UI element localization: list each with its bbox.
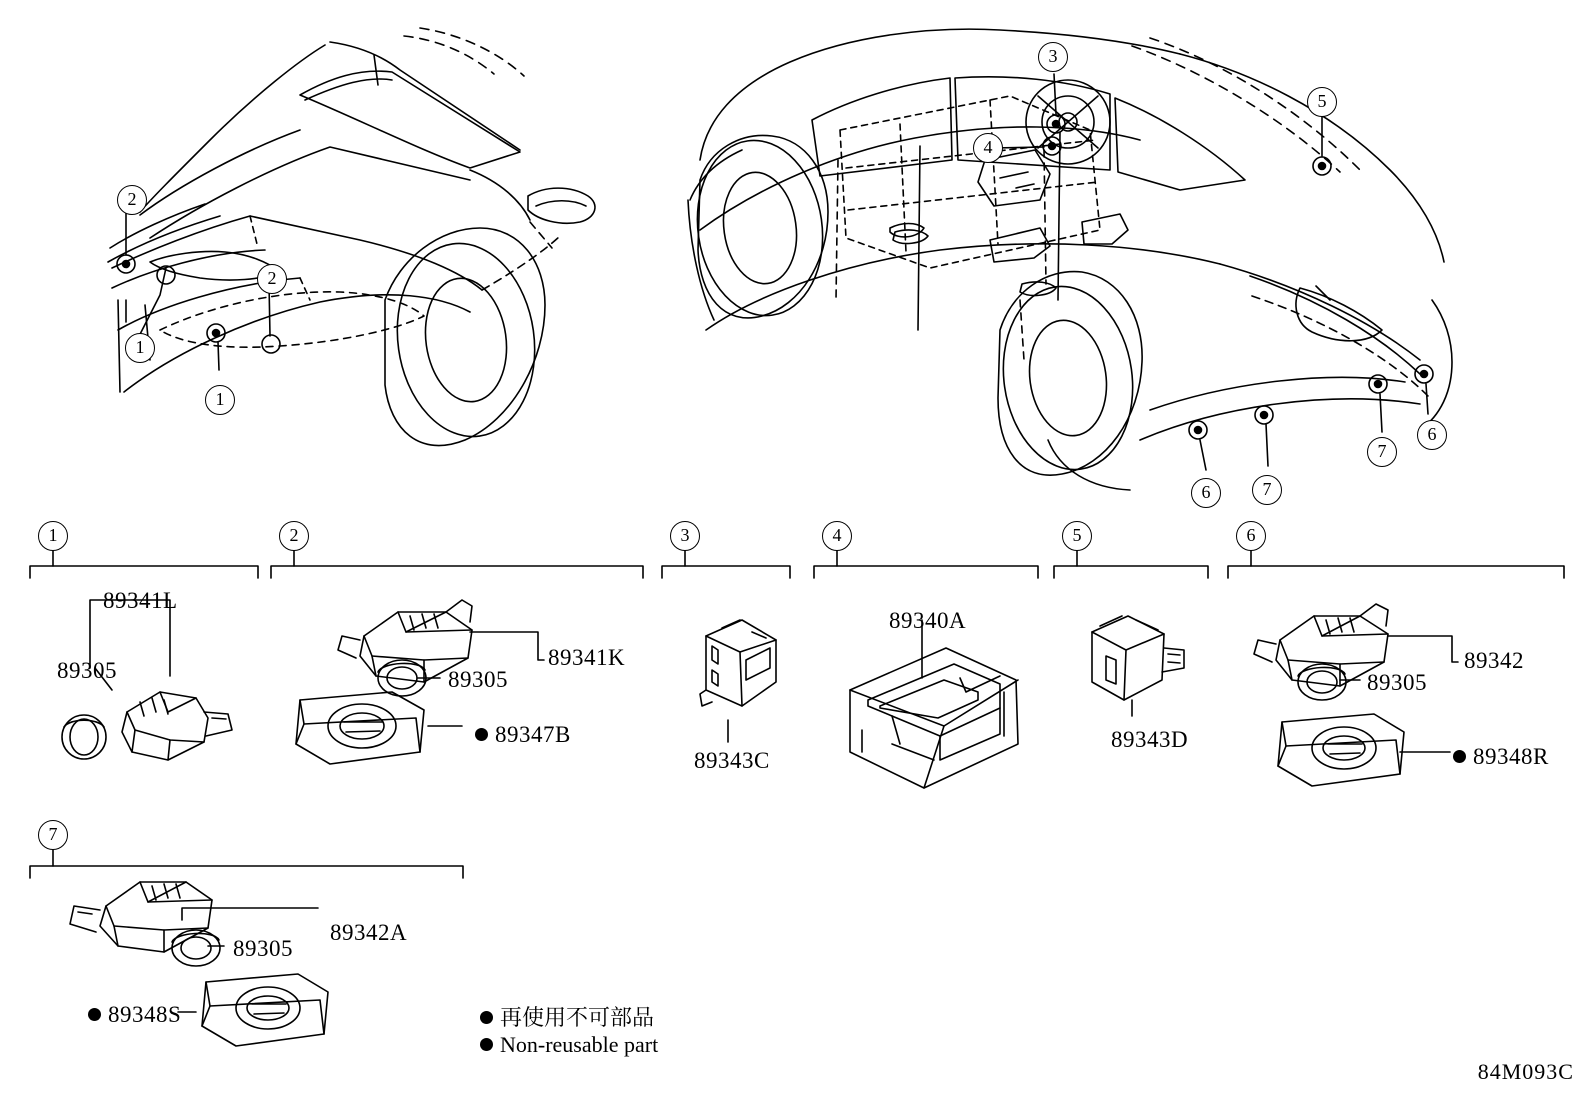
part-label-89305-g2: 89305	[448, 667, 508, 692]
legend-text-jp: 再使用不可部品	[500, 1005, 655, 1030]
part-code: 89348S	[108, 1002, 182, 1027]
callout-label: 1	[215, 389, 225, 409]
part-label-89343D: 89343D	[1111, 727, 1189, 752]
part-label-89348S	[88, 1002, 181, 1028]
group-number: 4	[832, 525, 842, 545]
group-number: 1	[48, 525, 58, 545]
non-reusable-marker	[475, 728, 488, 741]
part-label-89341K: 89341K	[548, 645, 626, 670]
part-label-89342: 89342	[1464, 648, 1524, 673]
group-number: 2	[289, 525, 299, 545]
non-reusable-marker	[88, 1008, 101, 1021]
sheet-code: 84M093C	[1477, 1059, 1574, 1084]
group-number: 3	[680, 525, 690, 545]
callout-label: 1	[135, 337, 145, 357]
callout-label: 7	[1377, 441, 1387, 461]
group-number: 5	[1072, 525, 1082, 545]
callout-label: 6	[1427, 424, 1437, 444]
legend-item-jp	[480, 1001, 654, 1032]
non-reusable-marker	[480, 1038, 493, 1051]
part-label-89342A: 89342A	[330, 920, 408, 945]
part-label-89341L: 89341L	[103, 588, 178, 613]
part-label-89347B	[475, 722, 571, 748]
non-reusable-marker	[480, 1011, 493, 1024]
part-label-89305-g6: 89305	[1367, 670, 1427, 695]
part-label-89340A: 89340A	[889, 608, 967, 633]
callout-label: 3	[1048, 46, 1058, 66]
part-code: 89347B	[495, 722, 571, 747]
callout-label: 2	[127, 189, 137, 209]
callout-label: 7	[1262, 479, 1272, 499]
part-label-89348R	[1453, 744, 1549, 770]
callout-label: 2	[267, 268, 277, 288]
part-code: 89348R	[1473, 744, 1549, 769]
legend-text-en: Non-reusable part	[500, 1032, 659, 1057]
part-label-89343C: 89343C	[694, 748, 770, 773]
callout-label: 4	[983, 137, 993, 157]
callout-label: 6	[1201, 482, 1211, 502]
part-label-89305-g7: 89305	[233, 936, 293, 961]
legend-item-en	[480, 1032, 658, 1058]
non-reusable-marker	[1453, 750, 1466, 763]
callout-label: 5	[1317, 91, 1327, 111]
group-number: 6	[1246, 525, 1256, 545]
part-label-89305-g1: 89305	[57, 658, 117, 683]
group-number: 7	[48, 824, 58, 844]
